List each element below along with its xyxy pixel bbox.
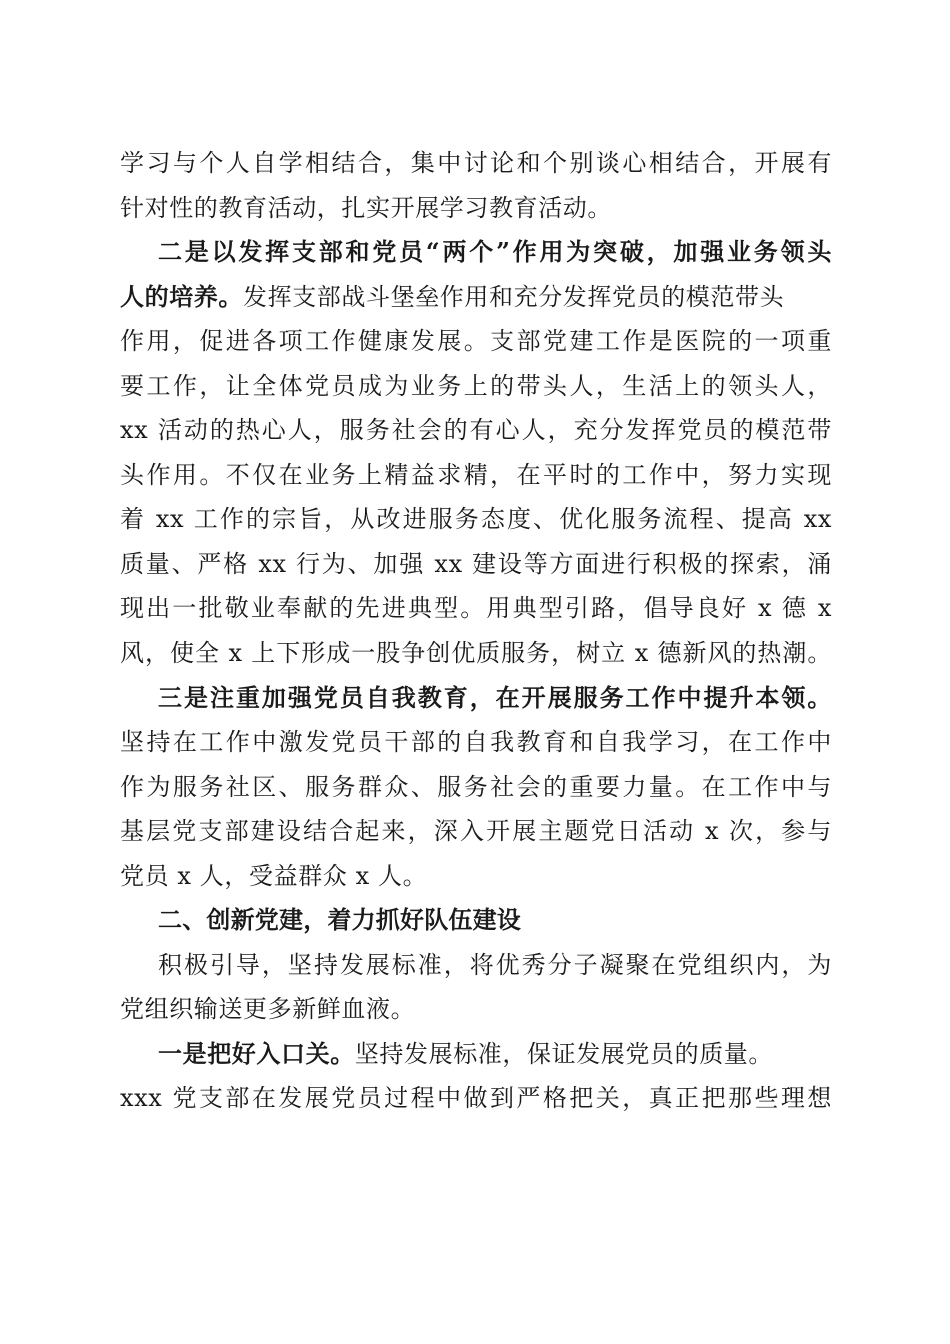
- text-line: xxx 党支部在发展党员过程中做到严格把关，真正把那些理想: [120, 1084, 832, 1112]
- text-line: xx 活动的热心人，服务社会的有心人，充分发挥党员的模范带: [120, 416, 832, 444]
- text-line: 头作用。不仅在业务上精益求精，在平时的工作中，努力实现: [120, 461, 832, 489]
- text-line: 坚持在工作中激发党员干部的自我教育和自我学习，在工作中: [120, 728, 832, 756]
- text-line: 基层党支部建设结合起来，深入开展主题党日活动 x 次，参与: [120, 817, 832, 845]
- subheading-run: 一是把好入口关。: [158, 1039, 355, 1068]
- text-run: 发挥支部战斗堡垒作用和充分发挥党员的模范带头: [243, 283, 785, 311]
- paragraph-line-mixed: [120, 275, 832, 319]
- section-heading: 二、创新党建，着力抓好队伍建设: [158, 906, 521, 934]
- text-line: 质量、严格 xx 行为、加强 xx 建设等方面进行积极的探索，涌: [120, 550, 832, 578]
- text-line: 党组织输送更多新鲜血液。: [120, 995, 416, 1023]
- text-line: 风，使全 x 上下形成一股争创优质服务，树立 x 德新风的热潮。: [120, 639, 832, 667]
- text-line: 党员 x 人，受益群众 x 人。: [120, 862, 428, 890]
- subheading-tail: 人的培养。: [120, 282, 243, 311]
- text-run: 坚持发展标准，保证发展党员的质量。: [354, 1040, 774, 1068]
- subheading-line: 二是以发挥支部和党员“两个”作用为突破，加强业务领头: [158, 237, 832, 266]
- text-line: 着 xx 工作的宗旨，从改进服务态度、优化服务流程、提高 xx: [120, 505, 832, 533]
- text-line: 作为服务社区、服务群众、服务社会的重要力量。在工作中与: [120, 773, 832, 801]
- paragraph-line-mixed: [158, 1032, 832, 1076]
- text-line: 作用，促进各项工作健康发展。支部党建工作是医院的一项重: [120, 327, 832, 355]
- text-line: 要工作，让全体党员成为业务上的带头人，生活上的领头人，: [120, 372, 832, 400]
- text-line: 针对性的教育活动，扎实开展学习教育活动。: [120, 194, 612, 222]
- text-line: 学习与个人自学相结合，集中讨论和个别谈心相结合，开展有: [120, 149, 832, 177]
- subheading-line: 三是注重加强党员自我教育，在开展服务工作中提升本领。: [158, 683, 832, 712]
- text-line: 积极引导，坚持发展标准，将优秀分子凝聚在党组织内，为: [158, 951, 832, 979]
- text-line: 现出一批敬业奉献的先进典型。用典型引路，倡导良好 x 德 x: [120, 594, 832, 622]
